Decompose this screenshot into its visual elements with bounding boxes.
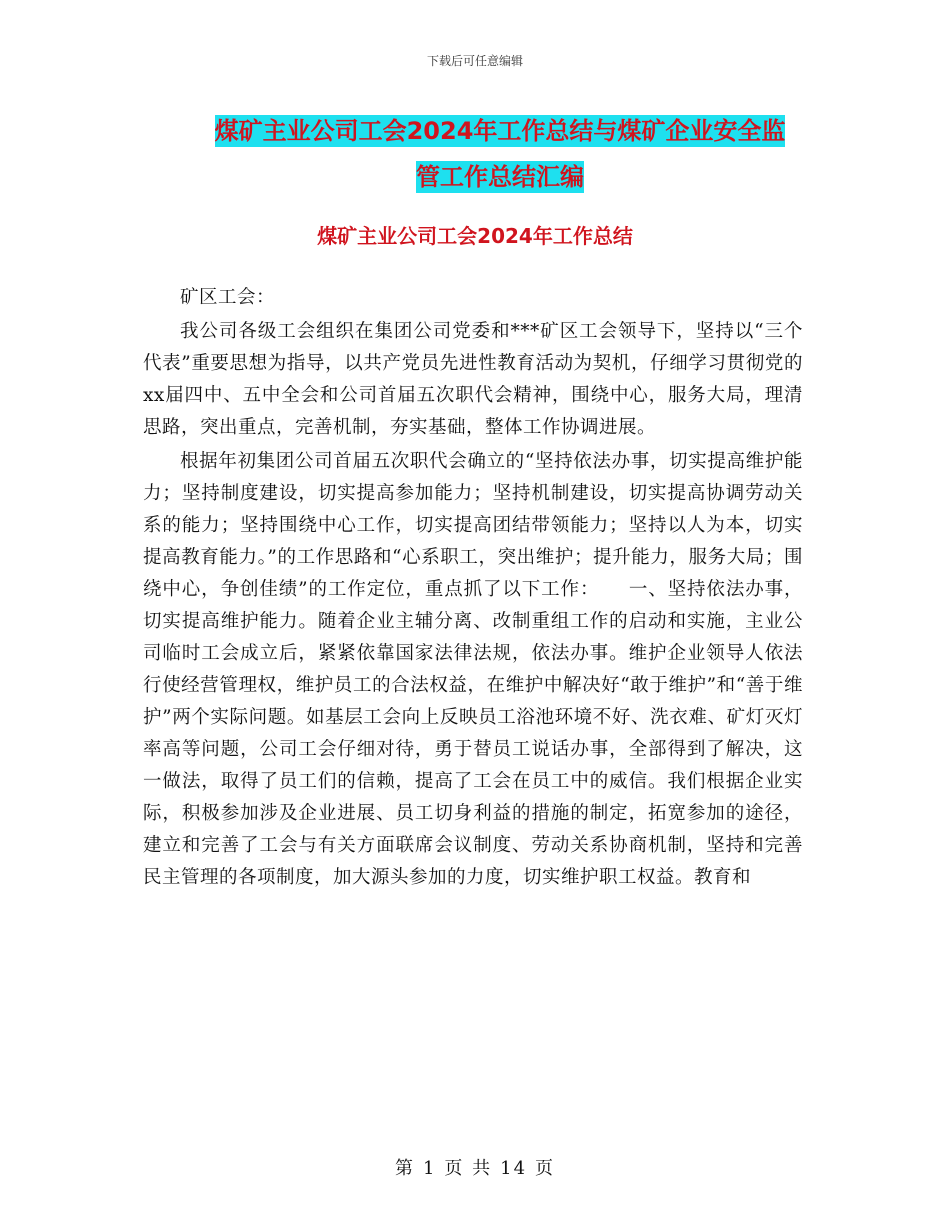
page-middle: 页 共 xyxy=(444,1158,493,1179)
page-header-note: 下载后可任意编辑 xyxy=(426,54,523,68)
page-prefix: 第 xyxy=(394,1158,415,1179)
salutation: 矿区工会： xyxy=(180,287,276,308)
page-number: 1 xyxy=(422,1158,437,1179)
document-title xyxy=(140,108,860,200)
paragraph: 根据年初集团公司首届五次职代会确立的“坚持依法办事，切实提高维护能力；坚持制度建设，切实提高参加能力；坚持机制建设，切实提高协调劳动关系的能力；坚持围绕中心工作，切实提高团结带领能力；坚持以人为本，切实提高教育能力。”的工作思路和“心系职工，突出维护；提升能力，服务大局；围绕中心，争创佳绩”的工作定位，重点抓了以下工作： 一、坚持依法办事，切实提高维护能力。随着企业主辅分离、改制重组工作的启动和实施，主业公司临时工会成立后，紧紧依靠国家法律法规，依法办事。维护企业领导人依法行使经营管理权，维护员工的合法权益，在维护中解决好“敢于维护”和“善于维护”两个实际问题。如基层工会向上反映员工浴池环境不好、洗衣难、矿灯灭灯率高等问题，公司工会仔细对待，勇于替员工说话办事，全部得到了解决，这一做法，取得了员工们的信赖，提高了工会在员工中的威信。我们根据企业实际，积极参加涉及企业进展、员工切身利益的措施的制定，拓宽参加的途径，建立和完善了工会与有关方面联席会议制度、劳动关系协商机制，坚持和完善民主管理的各项制度，加大源头参加的力度，切实维护职工权益。教育和 xyxy=(143,451,803,888)
page-total: 14 xyxy=(500,1158,528,1179)
document-body xyxy=(143,282,803,896)
paragraph: 我公司各级工会组织在集团公司党委和***矿区工会领导下，坚持以“三个代表”重要思想为指导，以共产党员先进性教育活动为契机，仔细学习贯彻党的xx届四中、五中全会和公司首届五次职代会精神，围绕中心，服务大局，理清思路，突出重点，完善机制，夯实基础，整体工作协调进展。 xyxy=(143,321,803,438)
document-title-line1: 煤矿主业公司工会2024年工作总结与煤矿企业安全监 xyxy=(214,117,786,145)
section-title: 煤矿主业公司工会2024年工作总结 xyxy=(317,224,633,248)
page-suffix: 页 xyxy=(535,1158,556,1179)
document-title-line2: 管工作总结汇编 xyxy=(416,163,584,191)
page-footer xyxy=(0,1154,950,1180)
